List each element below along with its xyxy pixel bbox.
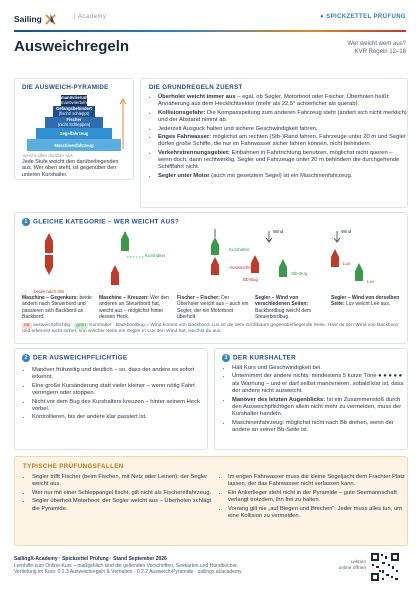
scene-1-caption: Maschine – Gegenkurs: beide ändern nach Steuerbord und passieren sich Backbord an Backbord.: [22, 295, 92, 320]
cheatsheet-badge: ● SPICKZETTEL PRÜFUNG: [320, 14, 406, 20]
pruefungsfallen-card: [14, 456, 408, 546]
ausweich-pyramid: [27, 95, 121, 151]
rule-item: • Enges Fahrwasser: möglichst am rechten (Stb-)Rand fahren. Fahrzeuge unter 20 m und Segler dürfen große Schiffe, die nur im Fahrwasser sicher fahren können, nicht behindern.: [158, 134, 408, 149]
rule-item: • Verkehrstrennungsgebiet: Einbahnen in Fahrtrichtung benutzen, möglichst nicht queren – wenn doch, dann rechtwinklig. Segler und Fahrzeuge unter 20 m behindern die durchgehende Schifffahrt nicht.: [158, 150, 408, 172]
rule-item: • Überholer weicht immer aus – egal, ob Segler, Motorboot oder Fischer. Überholen heißt: Annäherung aus dem Hecklichtsektor (mehr als 22,5° achterlicher als querab).: [158, 94, 408, 109]
brand-logo[interactable]: [14, 13, 59, 26]
qr-code-icon[interactable]: [370, 552, 400, 582]
ausweichpflichtige-list: [23, 367, 208, 423]
pyramid-level-3: Fischer (nicht Schleppen): [45, 117, 103, 128]
trap-item: • Wer nur mit einer Schleppangel fischt, gilt nicht als Fischereifahrzeug.: [32, 490, 212, 497]
trap-item: • Segler überholt Motorboot: der Segler weicht aus – Überholen schlägt die Pyramide.: [32, 498, 212, 513]
label-wind-1: Wind: [273, 229, 284, 234]
trap-item: • Vorrang gilt nie „auf Biegen und Brechen“: Jeder muss alles tun, um eine Kollision zu vermeiden.: [228, 506, 408, 521]
trap-item: • Segler trifft Fischer (beim Fischen, mit Netz oder Leinen): der Segler weicht aus.: [32, 474, 212, 489]
duty-item: • Nicht vor dem Bug des Kurshalters kreuzen – hinter seinem Heck vorbei.: [32, 399, 208, 414]
up-arrow-icon: [119, 97, 127, 151]
pyramid-caption: Jede Stufe weicht den darüberliegenden aus. Wer oben steht, ist gegenüber den unteren Kurshalter.: [22, 159, 119, 178]
pyramid-heading: DIE AUSWEICH-PYRAMIDE: [22, 84, 109, 91]
rule-item: • Jederzeit Ausguck halten und sichere Geschwindigkeit fahren.: [158, 126, 408, 133]
pyramid-level-5: Maschinenfahrzeug: [27, 139, 121, 151]
footer-line-2: Lernhilfe zum Online-Kurs – maßgeblich sind die geltenden Vorschriften, Seekarten und Handbücher.: [14, 562, 239, 569]
label-kurshalter-2: Kurshalter: [229, 247, 250, 252]
scene-segler-derselbe-diagram: [331, 231, 363, 281]
duty-item: • Manöver des letzten Augenblicks: Ist ein Zusammenstoß durch den Ausweichpflichtigen allein nicht mehr zu vermeiden, muss der Kurshalter handeln.: [232, 397, 410, 419]
kurshalter-list: [223, 365, 410, 435]
duty-item: • Eine große Kursänderung statt vieler kleiner – wenn nötig Fahrt verringern oder stoppen.: [32, 383, 208, 398]
grundregeln-list: [149, 94, 408, 181]
qr-label: Lektion online öffnen: [338, 560, 366, 571]
scene-segler-verschieden-diagram: [251, 231, 287, 277]
pyramid-level-1: manövrierunfähig manövrierbehindert: [61, 95, 98, 105]
duty-item: • Kontrollieren, bis der andere klar passiert ist.: [32, 414, 208, 421]
label-bb-bug: Bb-Bug: [243, 277, 259, 282]
scene-gegenkurs-diagram: [45, 233, 53, 275]
brand-name-left: Sailing: [14, 13, 42, 24]
scene-kreuzen-diagram: [111, 231, 145, 285]
section-kurshalter: [214, 348, 408, 450]
scene-fischer-diagram: [211, 229, 219, 275]
footer-line-1: SailingX-Academy · Spickzettel Prüfung · Stand September 2026: [14, 556, 167, 562]
section-gleiche-kategorie: [14, 212, 408, 344]
pyramid-card: [14, 78, 134, 180]
pyramid-arrow-label: weicht allen darüber aus: [23, 153, 73, 158]
label-kurshalter-1: Kurshalter: [145, 253, 166, 258]
section-1-heading: 1 GLEICHE KATEGORIE – WER WEICHT AUS?: [22, 218, 179, 226]
scene-5-caption: Segler – Wind von derselben Seite: Luv weicht Lee aus.: [331, 295, 400, 308]
trap-item: • Im engen Fahrwasser muss die kleine Segeljacht dem Frachter Platz lassen, der das Fahrwasser nicht verlassen kann.: [228, 474, 408, 489]
rule-item: • Segler unter Motor (auch mit gesetztem Segel) ist ein Maschinenfahrzeug.: [158, 173, 408, 180]
duty-item: • Maschinenfahrzeug: möglichst nicht nach Bb drehen, wenn der andere an seiner Bb-Seite ist.: [232, 420, 410, 435]
duty-item: • Unternimmt der andere nichts: mindestens 5 kurze Töne ● ● ● ● ● als Warnung – und er darf selbst manövrieren, sobald klar ist, dass der andere nicht ausweicht.: [232, 373, 410, 395]
pruefungsfallen-heading: TYPISCHE PRÜFUNGSFALLEN: [23, 463, 124, 470]
label-wind-2: Wind: [341, 229, 352, 234]
scene-4-caption: Segler – Wind von verschiedenen Seiten: Backbordbug weicht dem Steuerbordbug.: [255, 295, 312, 320]
grundregeln-heading: DIE GRUNDREGELN ZUERST: [149, 84, 243, 91]
label-luv: Luv: [343, 261, 351, 266]
scene-2-caption: Maschine – Kreuzen: Wer den anderen an Steuerbord hat, weicht aus – möglichst hinter dessen Heck.: [99, 295, 169, 320]
section-2-heading: 2 DER AUSWEICHPFLICHTIGE: [22, 354, 127, 362]
pruefungsfallen-left-list: [23, 474, 212, 514]
section-3-heading: 3 DER KURSHALTER: [222, 354, 296, 362]
brand-academy: | Academy: [74, 14, 107, 20]
legend-gruen: grün: [76, 323, 86, 328]
color-legend: rot ausweichpflichtig · grün Kurshalter · Backbordbug = Wind kommt von Backbord. Luv ist die dem Großbaum gegenüberliegende Seite. Hast du den Wind von Backbord und erkennst nicht sicher, von welcher Seite ein Segler in Luv den Wind hat, weichst du aus.: [22, 323, 398, 335]
label-both-stb: beide nach Stb: [34, 289, 65, 294]
pyramid-level-4: Segelfahrzeug: [36, 128, 112, 139]
footer-line-3: Vertiefung im Kurs: 0.2.3 Ausweichregeln & Verhalten · 0.2.2 Ausweich-Pyramide · sailingx.at/academy: [14, 569, 242, 575]
pruefungsfallen-right-list: [219, 474, 408, 521]
duty-item: • Hält Kurs und Geschwindigkeit bei.: [232, 365, 410, 372]
header-divider: [14, 30, 406, 32]
label-ausweicher: Ausweicher: [229, 265, 253, 270]
section-ausweichpflichtige: [14, 348, 208, 450]
label-stb-bug: Stb-Bug: [291, 271, 308, 276]
rule-item: • Kollisionsgefahr: Die Kompasspeilung zum anderen Fahrzeug steht (ändert sich nicht merklich) und der Abstand nimmt ab.: [158, 110, 408, 125]
pyramid-level-2: Gefangsbehindert (fischt/ schleppt): [53, 106, 95, 117]
grundregeln-card: [140, 78, 408, 208]
duty-item: • Manöver frühzeitig und deutlich – so, dass der andere es sofort erkennt.: [32, 367, 208, 382]
page-subtitle: Wer weicht wem aus? KVR Regeln 12–18: [347, 41, 406, 55]
page-title: Ausweichregeln: [14, 38, 130, 55]
sailboat-x-icon: [44, 13, 57, 26]
scene-3-caption: Fischer – Fischer: Der Überholer weicht aus – auch ein Segler, der ein Motorboot überholt.: [177, 295, 249, 320]
legend-rot: rot: [24, 323, 30, 328]
label-lee: Lee: [367, 279, 375, 284]
trap-item: • Ein Ankerlieger steht nicht in der Pyramide – gute Seemannschaft verlangt trotzdem, ihn frei zu halten.: [228, 490, 408, 505]
